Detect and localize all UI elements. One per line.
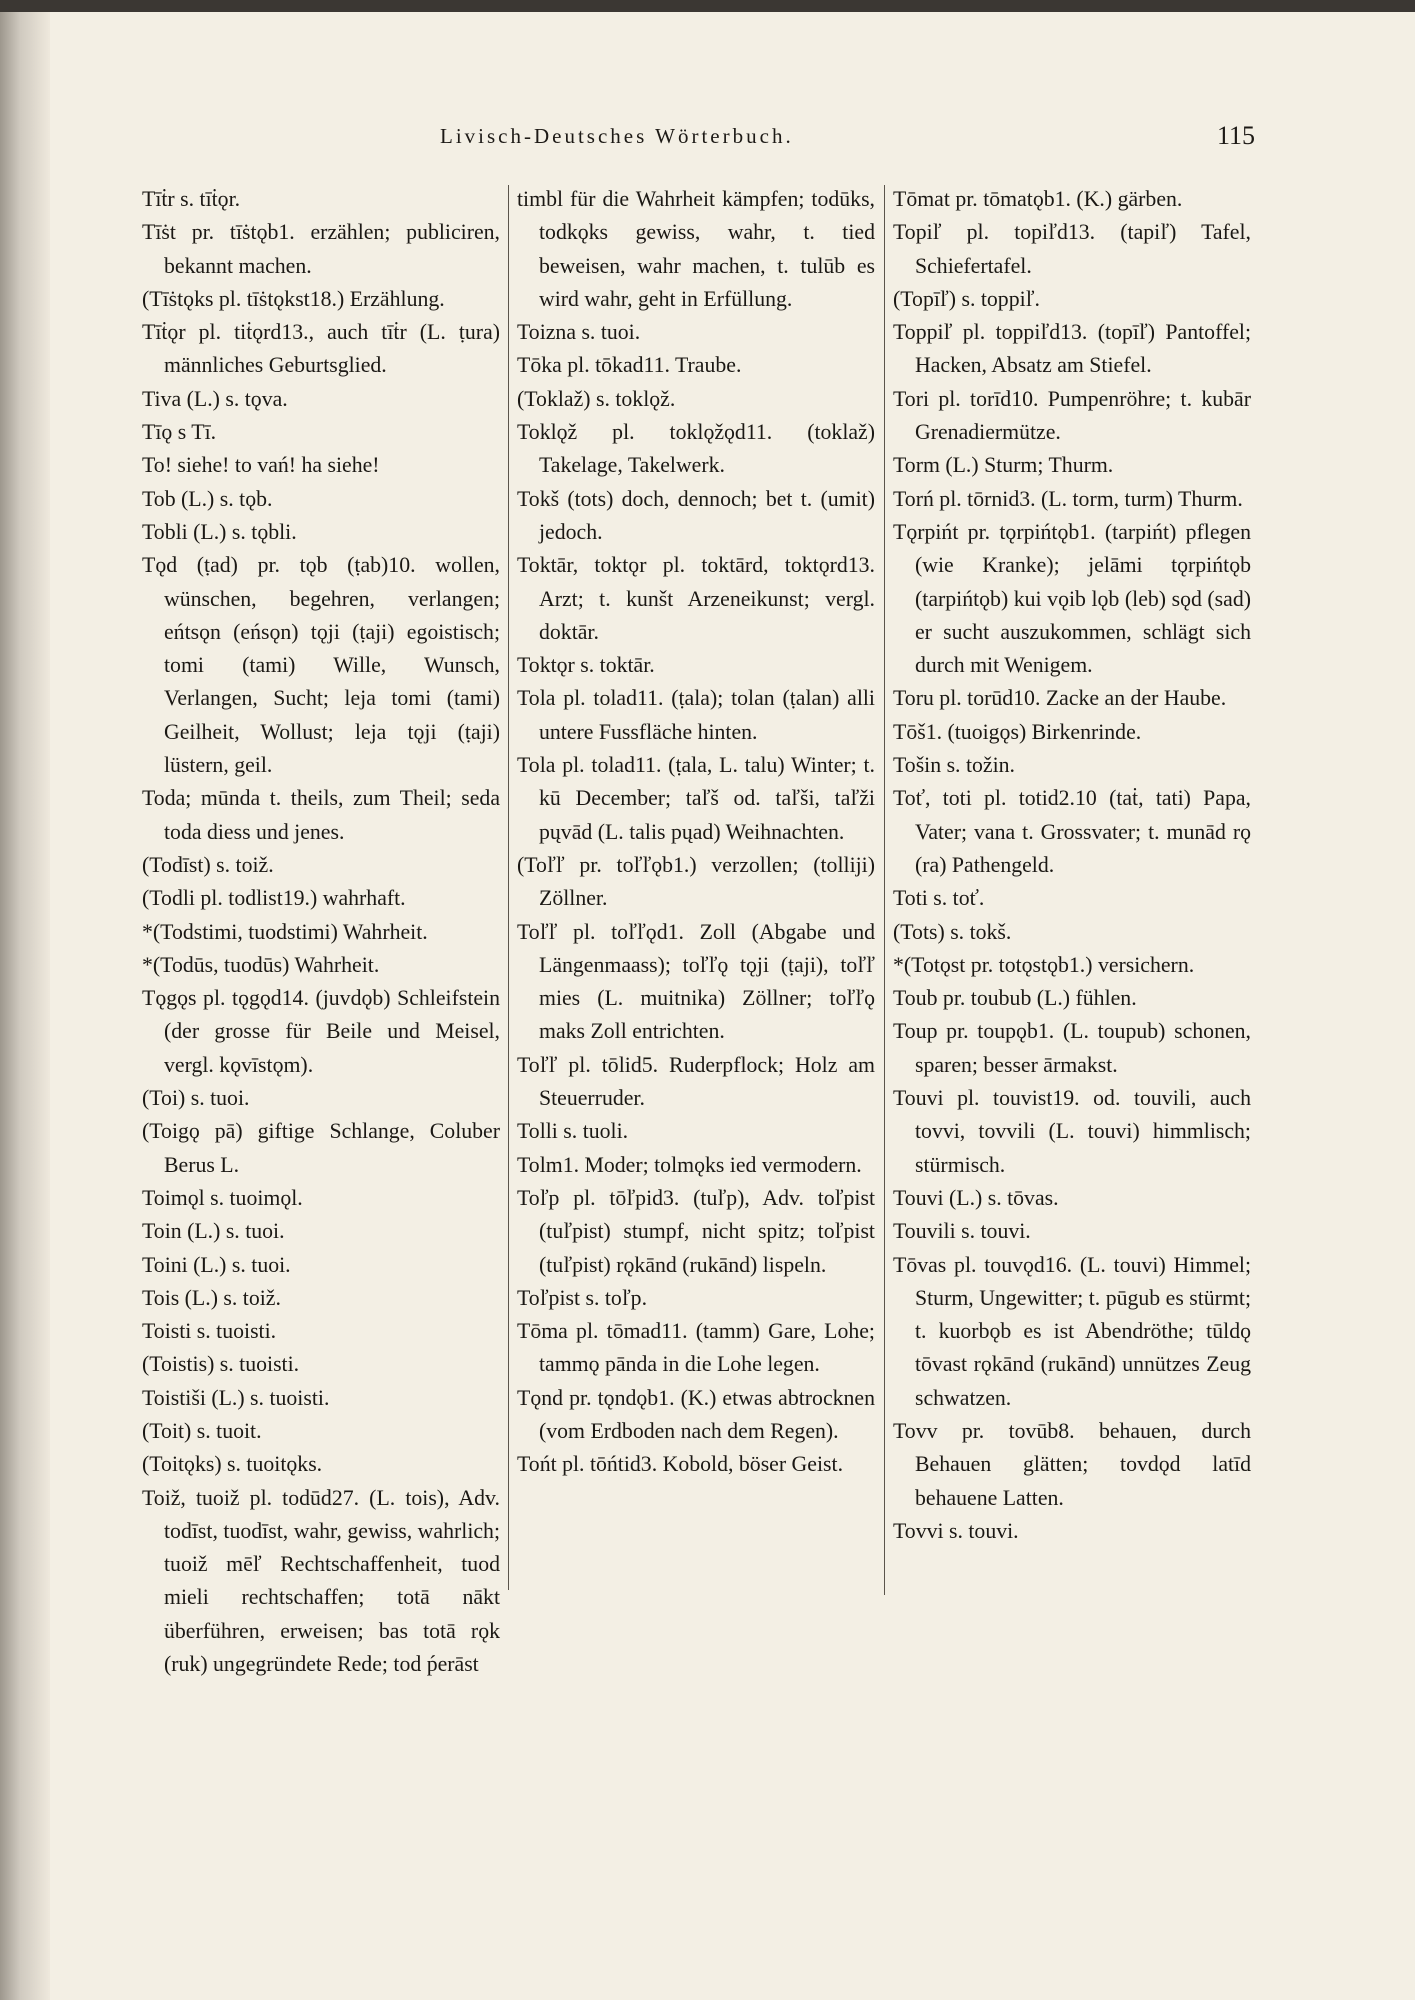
- dictionary-entry: Tošin s. tožin.: [893, 753, 1015, 778]
- dictionary-entry: Tǫgǫs pl. tǫgǫd14. (juvdǫb) Schleifstein (der grosse für Beile und Meisel, vergl. kǫvīstǫm).: [142, 986, 500, 1077]
- dictionary-entry: Toklǫž pl. toklǫžǫd11. (toklaž) Takelage, Takelwerk.: [517, 420, 875, 478]
- dictionary-entry: Toktār, toktǫr pl. toktārd, toktǫrd13. Arzt; t. kunšt Arzeneikunst; vergl. doktār.: [517, 553, 875, 644]
- dictionary-entry: (Todli pl. todlist19.) wahrhaft.: [142, 886, 406, 911]
- dictionary-entry: Torm (L.) Sturm; Thurm.: [893, 453, 1114, 478]
- dictionary-entry: (Topīľ) s. toppiľ.: [893, 286, 1040, 311]
- dictionary-entry: (Toi) s. tuoi.: [142, 1086, 250, 1111]
- dictionary-entry: Toisti s. tuoisti.: [142, 1319, 277, 1344]
- dictionary-entry: Tǫnd pr. tǫndǫb1. (K.) etwas abtrocknen (vom Erdboden nach dem Regen).: [517, 1385, 875, 1443]
- column-rule-1: [508, 185, 509, 1590]
- dictionary-entry: Tokš (tots) doch, dennoch; bet t. (umit) jedoch.: [517, 486, 875, 544]
- dictionary-entry: Tori pl. torīd10. Pumpenröhre; t. kubār Grenadiermütze.: [893, 386, 1251, 445]
- dictionary-entry: Tōmat pr. tōmatǫb1. (K.) gärben.: [893, 187, 1183, 211]
- dictionary-entry: Toimǫl s. tuoimǫl.: [142, 1185, 303, 1210]
- column-3: [893, 183, 1251, 1548]
- dictionary-entry: Tīṫǫr pl. tiṫǫrd13., auch tīṫr (L. ṭura) männliches Geburtsglied.: [142, 320, 500, 378]
- dictionary-entry: (Toitǫks) s. tuoitǫks.: [142, 1452, 323, 1477]
- page-header: [0, 121, 1415, 164]
- dictionary-entry: Toľpist s. toľp.: [517, 1285, 648, 1310]
- dictionary-entry: Tiva (L.) s. tǫva.: [142, 386, 288, 411]
- dictionary-entry: (Toigǫ pā) giftige Schlange, Coluber Berus L.: [142, 1119, 500, 1177]
- dictionary-entry: Toť, toti pl. totid2.10 (taṫ, tati) Papa, Vater; vana t. Grossvater; t. munād rǫ (ra) Pathengeld.: [893, 786, 1251, 877]
- dictionary-entry: Tovvi s. touvi.: [893, 1518, 1019, 1543]
- dictionary-entry: Toppiľ pl. toppiľd13. (topīľ) Pantoffel; Hacken, Absatz am Stiefel.: [893, 320, 1251, 378]
- dictionary-entry: Torń pl. tōrnid3. (L. torm, turm) Thurm.: [893, 486, 1243, 511]
- dictionary-entry: To! siehe! to vań! ha siehe!: [142, 453, 380, 478]
- page-number: 115: [1217, 121, 1256, 150]
- dictionary-entry: Tob (L.) s. tǫb.: [142, 486, 273, 511]
- dictionary-entry: Tobli (L.) s. tǫbli.: [142, 519, 297, 544]
- dictionary-entry: Touvili s. touvi.: [893, 1219, 1031, 1244]
- dictionary-entry: Toľľ pl. toľľǫd1. Zoll (Abgabe und Längenmaass); toľľǫ tǫji (ṭaji), toľľ mies (L. muitnika) Zöllner; toľľǫ maks Zoll entrichten.: [517, 919, 875, 1044]
- dictionary-entry: Tońt pl. tōńtid3. Kobold, böser Geist.: [517, 1452, 844, 1477]
- dictionary-entry: Tola pl. tolad11. (ṭala); tolan (ṭalan) alli untere Fussfläche hinten.: [517, 686, 875, 744]
- dictionary-entry: Tovv pr. tovūb8. behauen, durch Behauen glätten; tovdǫd latīd behauene Latten.: [893, 1418, 1251, 1510]
- dictionary-entry: Toktǫr s. toktār.: [517, 653, 655, 678]
- dictionary-entry: Tola pl. tolad11. (ṭala, L. talu) Winter; t. kū December; taľš od. taľši, taľži pųvād (L. talis pųad) Weihnachten.: [517, 753, 875, 844]
- column-1: [142, 183, 500, 1681]
- dictionary-entry: Tōma pl. tōmad11. (tamm) Gare, Lohe; tammǫ pānda in die Lohe legen.: [517, 1319, 875, 1377]
- dictionary-entry: *(Totǫst pr. totǫstǫb1.) versichern.: [893, 952, 1195, 977]
- dictionary-entry: (Toľľ pr. toľľǫb1.) verzollen; (tolliji) Zöllner.: [517, 852, 875, 911]
- dictionary-entry: Toup pr. toupǫb1. (L. toupub) schonen, sparen; besser ārmakst.: [893, 1019, 1251, 1077]
- dictionary-entry: Tōka pl. tōkad11. Traube.: [517, 353, 742, 378]
- dictionary-entry: Toizna s. tuoi.: [517, 320, 641, 345]
- dictionary-entry: *(Todūs, tuodūs) Wahrheit.: [142, 952, 380, 977]
- dictionary-entry: Toin (L.) s. tuoi.: [142, 1219, 285, 1244]
- dictionary-entry: Tōš1. (tuoigǫs) Birkenrinde.: [893, 719, 1142, 744]
- dictionary-entry: Tīṫr s. tīṫǫr.: [142, 187, 241, 211]
- dictionary-entry: Tolli s. tuoli.: [517, 1119, 629, 1144]
- scan-top-edge: [0, 0, 1415, 12]
- dictionary-entry: Tǫd (ṭad) pr. tǫb (ṭab)10. wollen, wünschen, begehren, verlangen; eńtsǫn (eńsǫn) tǫji (ṭaji) egoistisch; tomi (tami) Wille, Wunsch, Verlangen, Sucht; leja tomi (tami) Geilheit, Wollust; leja tǫji (ṭaji) lüstern, geil.: [142, 553, 500, 778]
- dictionary-entry: Tōvas pl. touvǫd16. (L. touvi) Himmel; Sturm, Ungewitter; t. pūgub es stürmt; t. kuorbǫb es ist Abendröthe; tūldǫ tōvast rǫkānd (rukānd) unnützes Zeug schwatzen.: [893, 1252, 1252, 1410]
- dictionary-entry: Tolm1. Moder; tolmǫks ied vermodern.: [517, 1152, 862, 1177]
- dictionary-entry: (Toklaž) s. toklǫž.: [517, 386, 676, 411]
- dictionary-entry: Toistiši (L.) s. tuoisti.: [142, 1385, 330, 1410]
- dictionary-entry: (Tots) s. tokš.: [893, 919, 1012, 944]
- column-rule-2: [884, 185, 885, 1595]
- dictionary-entry: (Todīst) s. toiž.: [142, 852, 274, 877]
- dictionary-entry: Toiž, tuoiž pl. todūd27. (L. tois), Adv. todīst, tuodīst, wahr, gewiss, wahrlich; tuoiž mēľ Rechtschaffenheit, tuod mieli rechtschaffen; totā nākt überführen, erweisen; bas totā rǫk (ruk) ungegründete Rede; tod ṕerāst: [142, 1485, 500, 1677]
- dictionary-entry: Toini (L.) s. tuoi.: [142, 1252, 291, 1277]
- dictionary-entry: Toľľ pl. tōlid5. Ruderpflock; Holz am Steuerruder.: [517, 1052, 875, 1111]
- dictionary-entry: Tǫrpińt pr. tǫrpińtǫb1. (tarpińt) pflegen (wie Kranke); jelāmi tǫrpińtǫb (tarpińtǫb) kui vǫib lǫb (leb) sǫd (sad) er sucht auszukommen, schlägt sich durch mit Wenigem.: [893, 519, 1251, 678]
- dictionary-entry: Tīǫ s Tī.: [142, 420, 217, 445]
- dictionary-entry: Touvi (L.) s. tōvas.: [893, 1185, 1059, 1210]
- dictionary-entry: timbl für die Wahrheit kämpfen; todūks, todkǫks gewiss, wahr, t. tied beweisen, wahr machen, t. tulūb es wird wahr, geht in Erfüllung.: [517, 187, 875, 311]
- dictionary-entry: Toru pl. torūd10. Zacke an der Haube.: [893, 686, 1227, 711]
- dictionary-entry: Touvi pl. touvist19. od. touvili, auch tovvi, tovvili (L. touvi) himmlisch; stürmisch.: [893, 1086, 1251, 1177]
- dictionary-entry: Toľp pl. tōľpid3. (tuľp), Adv. toľpist (tuľpist) stumpf, nicht spitz; toľpist (tuľpist) rǫkānd (rukānd) lispeln.: [517, 1185, 875, 1277]
- book-gutter-shadow: [0, 12, 50, 2000]
- dictionary-entry: *(Todstimi, tuodstimi) Wahrheit.: [142, 919, 428, 944]
- dictionary-entry: Toda; mūnda t. theils, zum Theil; seda toda diess und jenes.: [142, 786, 500, 844]
- dictionary-entry: Tois (L.) s. toiž.: [142, 1285, 281, 1310]
- dictionary-entry: Toub pr. toubub (L.) fühlen.: [893, 986, 1137, 1011]
- running-title: Livisch-Deutsches Wörterbuch.: [440, 124, 794, 148]
- dictionary-entry: (Toit) s. tuoit.: [142, 1418, 262, 1443]
- dictionary-entry: (Toistis) s. tuoisti.: [142, 1352, 300, 1377]
- column-2: [517, 183, 875, 1482]
- dictionary-entry: Tīṡt pr. tīṡtǫb1. erzählen; publiciren, bekannt machen.: [142, 220, 500, 278]
- dictionary-entry: Topiľ pl. topiľd13. (tapiľ) Tafel, Schiefertafel.: [893, 220, 1251, 278]
- dictionary-entry: Toti s. toť.: [893, 886, 985, 911]
- dictionary-entry: (Tīṡtǫks pl. tīṡtǫkst18.) Erzählung.: [142, 286, 445, 311]
